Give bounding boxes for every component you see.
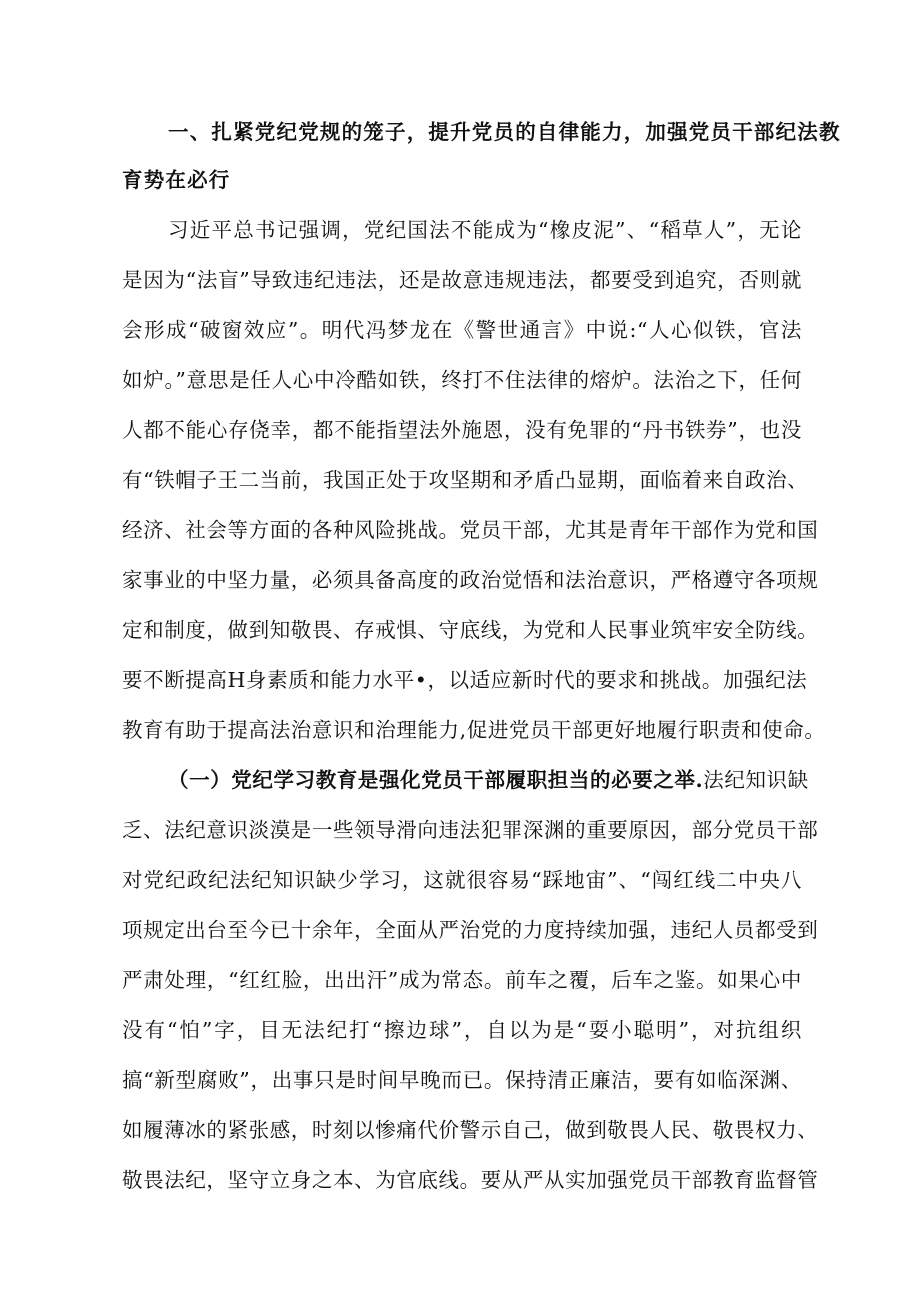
paragraph-1-line: 家事业的中坚力量，必须具备高度的政治觉悟和法治意识，严格遵守各项规 — [122, 568, 819, 592]
paragraph-2-line: 没有“怕”字，目无法纪打“擦边球”，自以为是“耍小聪明”，对抗组织 — [122, 1018, 802, 1042]
paragraph-1-line: 经济、社会等方面的各种风险挑战。党员干部，尤其是青年干部作为党和国 — [122, 518, 819, 542]
paragraph-1-line: 习近平总书记强调，党纪国法不能成为“橡皮泥”、“稻草人”，无论 — [168, 218, 802, 242]
paragraph-1-line: 定和制度，做到知敬畏、存戒惧、守底线，为党和人民事业筑牢安全防线。 — [122, 618, 819, 642]
section-heading-line-1: 一、扎紧党纪党规的笼子，提升党员的自律能力，加强党员干部纪法教 — [168, 120, 841, 144]
paragraph-2-line: 严肃处理，“红红脸，出出汗”成为常态。前车之覆，后车之鉴。如果心中 — [122, 968, 802, 992]
paragraph-1-line: 会形成“破窗效应”。明代冯梦龙在《警世通言》中说:“人心似铁，官法 — [122, 318, 802, 342]
paragraph-1-line: 人都不能心存侥幸，都不能指望法外施恩，没有免罪的“丹书铁券”，也没 — [122, 418, 802, 442]
paragraph-1-line: 是因为“法盲”导致违纪违法，还是故意违规违法，都要受到追究，否则就 — [122, 268, 802, 292]
paragraph-2-line: 搞“新型腐败”，出事只是时间早晚而已。保持清正廉洁，要有如临深渊、 — [122, 1068, 802, 1092]
paragraph-1-line: 教育有助于提高法治意识和治理能力,促进党员干部更好地履行职责和使命。 — [122, 718, 826, 742]
paragraph-1-line: 要不断提高H身素质和能力水平•，以适应新时代的要求和挑战。加强纪法 — [122, 668, 808, 692]
subsection-heading: （一）党纪学习教育是强化党员干部履职担当的必要之举. — [168, 768, 704, 792]
paragraph-2-line: 乏、法纪意识淡漠是一些领导滑向违法犯罪深渊的重要原因，部分党员干部 — [122, 818, 819, 842]
paragraph-2-line: 项规定出台至今已十余年，全面从严治党的力度持续加强，违纪人员都受到 — [122, 918, 819, 942]
paragraph-1-line: 如炉。”意思是任人心中冷酷如铁，终打不住法律的熔炉。法治之下，任何 — [122, 368, 802, 392]
paragraph-2-lead-line — [168, 768, 809, 792]
section-heading-line-2: 育势在必行 — [122, 168, 231, 192]
paragraph-2-line: 敬畏法纪，坚守立身之本、为官底线。要从严从实加强党员干部教育监督管 — [122, 1168, 819, 1192]
paragraph-1-line: 有“铁帽子王二当前，我国正处于攻坚期和矛盾凸显期，面临着来自政治、 — [122, 468, 809, 492]
paragraph-2-line: 如履薄冰的紧张感，时刻以惨痛代价警示自己，做到敬畏人民、敬畏权力、 — [122, 1118, 819, 1142]
paragraph-2-lead-text: 法纪知识缺 — [703, 768, 809, 792]
paragraph-2-line: 对党纪政纪法纪知识缺少学习，这就很容易“踩地宙”、“闯红线二中央八 — [122, 868, 802, 892]
